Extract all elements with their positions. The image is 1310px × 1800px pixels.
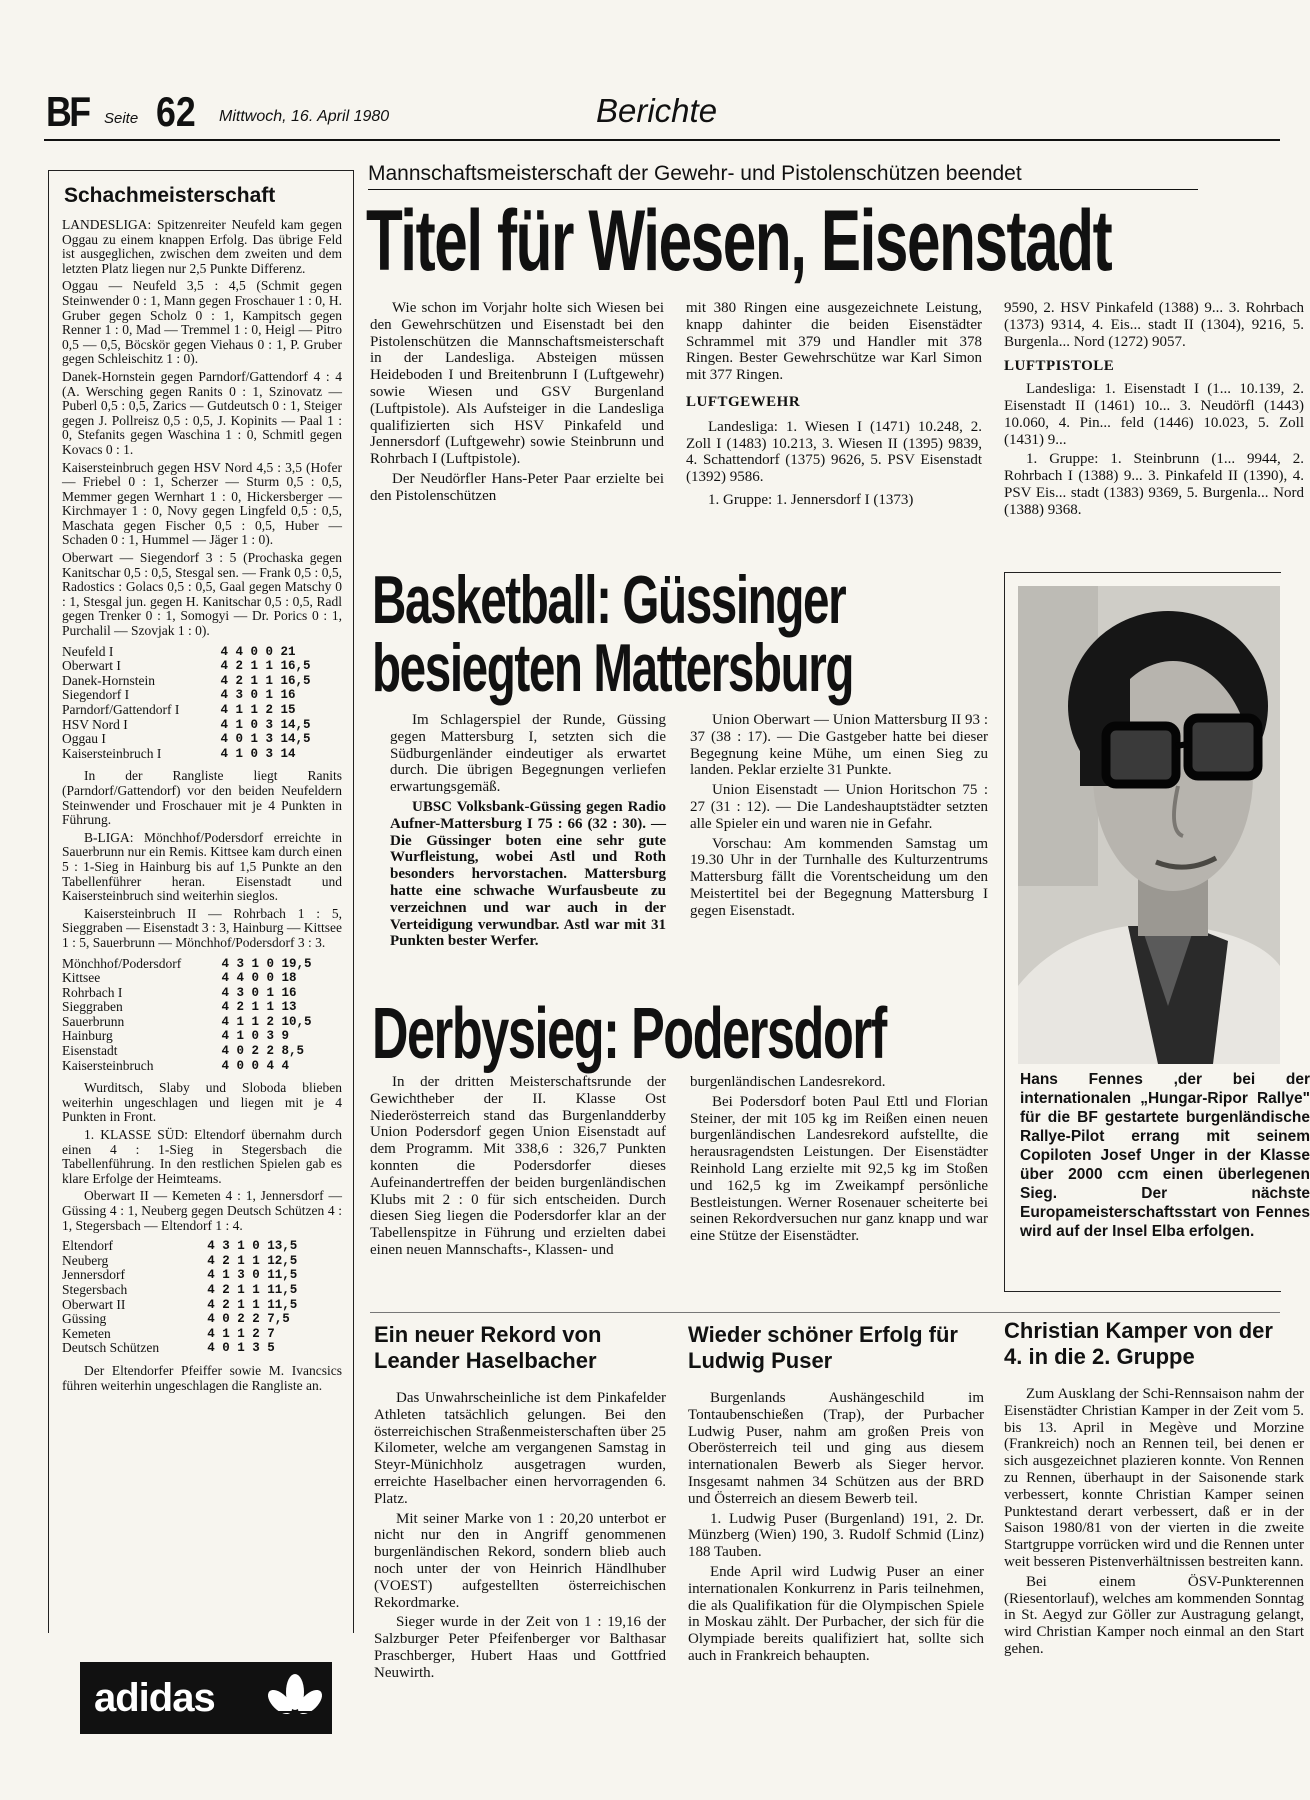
photo-caption-clip: [1020, 1070, 1310, 1288]
shooting-col1: [370, 300, 664, 508]
shooting-para: Der Neudörfler Hans-Peter Paar erzielte bei den Pistolenschützen: [370, 470, 664, 504]
chess-para: In der Rangliste liegt Ranits (Parndorf/Gattendorf) vor den beiden Neufeldern Steinwender und Froschauer mit je 4 Punkten in Führung.: [62, 768, 342, 828]
derby-para: burgenländischen Landesrekord.: [690, 1074, 886, 1090]
team-name: Neuberg: [62, 1252, 109, 1268]
team-name: Parndorf/Gattendorf I: [62, 702, 180, 717]
chess-para: LANDESLIGA: Spitzenreiter Neufeld kam gegen Oggau zu einem knappen Erfolg. Das übrige Feld ist ausgeglichen, zwischen dem zweiten und dem letzten Platz liegen nur 2,5 Punkte Differenz.: [62, 217, 342, 276]
standings-table-klasse-sued: [62, 1239, 342, 1356]
derby-para: Bei Podersdorf boten Paul Ettl und Florian Steiner, der mit 105 kg im Reißen einen neuen burgenländischen Landesrekord aufstellte, die herausragendsten Leistungen. Der Eisenstädter Reinhold Lang erzielte mit 92,5 kg im Stoßen und 162,5 kg im Zweikampf persönliche Bestleistungen. Werner Rosenauer scheiterte bei seinen Rekordversuchen nur ganz knapp und war eine Stütze der Eisenstädter.: [690, 1093, 988, 1245]
shooting-results: Landesliga: 1. Eisenstadt I (1... 10.139, 2. Eisenstadt II (1461) 10... 3. Neudörfl (1443) 10.060, 4. Pin... feld (1446) 10.023, 5. Zoll (1431) 9...: [1004, 381, 1304, 448]
team-stats: 4 1 1 2 15: [220, 703, 296, 717]
team-stats: 4 4 0 0 21: [220, 644, 296, 659]
standings-row: [62, 659, 342, 674]
standings-row: [62, 747, 342, 762]
luftgewehr-heading: LUFTGEWEHR: [686, 393, 801, 410]
kicker-underline: [368, 189, 1198, 190]
trefoil-icon: [266, 1670, 324, 1726]
standings-row: [62, 645, 342, 660]
team-stats: 4 0 2 2 7,5: [207, 1312, 290, 1327]
chess-para: Oberwart — Siegendorf 3 : 5 (Prochaska gegen Kanitschar 0,5 : 0,5, Stesgal sen. — Frank 0,5 : 0,5, Radostics : Golacs 0,5 : 0,5, Gaal gegen Matschy 0 : 1, Stesgal jun. gegen H. Kanitschar 0,5 : 0,5, Radl gegen Trenker 0 : 1, Somogyi — Dr. Porics 0 : 1, Purchalil — Szovjak 1 : 0).: [62, 550, 342, 639]
standings-row: [62, 1239, 342, 1254]
chess-para: Kaisersteinbruch II — Rohrbach 1 : 5, Sieggraben — Eisenstadt 3 : 3, Hainburg — Kittsee 1 : 5, Sauerbrunn — Mönchhof/Podersdorf 3 : 3.: [62, 905, 342, 950]
chess-para: Der Eltendorfer Pfeiffer sowie M. Ivancsics führen weiterhin ungeschlagen die Rangliste an.: [62, 1362, 342, 1393]
team-name: Jennersdorf: [62, 1267, 125, 1283]
kamper-para: Zum Ausklang der Schi-Rennsaison nahm der Eisenstädter Christian Kamper in der Zeit vom 5. bis 13. April in Megève und Morzine (Frankreich) noch an Rennen teil, bei denen er sich ausgezeichnet plazieren konnte. Von Rennen zu Rennen, überhaupt in der Saisonende stark verbessert, konnte Christian Kamper seinen Punktestand derart verbessert, daß er in der Saison 1980/81 von der vierten in die zweite Startgruppe vorrücken wird und die Rennen unter weit besseren Pistenverhältnissen bestreiten kann.: [1004, 1386, 1304, 1570]
team-name: Oberwart II: [62, 1296, 126, 1312]
bottom-rule: [370, 1312, 1280, 1313]
shooting-para: Wie schon im Vorjahr holte sich Wiesen bei den Gewehrschützen und Eisenstadt bei den Pistolenschützen die Mannschaftsmeisterschaft in der Landesliga. Absteigen müssen Heideboden I und Breitenbrunn I (Luftgewehr) sowie Wiesen und GSV Burgenland (Luftpistole). Als Aufsteiger in die Landesliga qualifizierten sich HSV Pinkafeld und Jennersdorf (Luftgewehr) sowie Steinbrunn und Rohrbach I (Luftpistole).: [370, 300, 664, 468]
team-stats: 4 3 0 1 16: [221, 985, 297, 1000]
team-stats: 4 1 0 3 14: [220, 746, 296, 761]
standings-row: [62, 688, 342, 703]
shooting-col3-clip: [1004, 300, 1304, 550]
kamper-body: [1004, 1386, 1304, 1658]
team-stats: 4 2 1 1 11,5: [207, 1297, 298, 1312]
team-name: Deutsch Schützen: [62, 1340, 160, 1356]
standings-row: [62, 1059, 342, 1074]
brand-logo: BF: [46, 88, 89, 135]
team-stats: 4 1 1 2 10,5: [221, 1014, 312, 1029]
chess-para: Danek-Hornstein gegen Parndorf/Gattendorf 4 : 4 (A. Wersching gegen Ranits 0 : 1, Szinovatz — Puberl 0,5 : 0,5, Zarics — Gutdeutsch 0 : 1, Steiger gegen J. Pollreisz 0,5 : 0,5, J. Kopinits — Paal 1 : 0, Stefanits gegen Waschina 1 : 0, Schmitl gegen Kovacs 0 : 1.: [62, 368, 342, 457]
standings-table-landesliga: [62, 645, 342, 762]
standings-row: [62, 718, 342, 733]
standings-row: [62, 1015, 342, 1030]
standings-row: [62, 732, 342, 747]
standings-row: [62, 1000, 342, 1015]
luftpistole-heading: LUFTPISTOLE: [1004, 358, 1115, 375]
team-stats: 4 1 0 3 14,5: [220, 717, 311, 732]
shooting-results: 1. Gruppe: 1. Jennersdorf I (1373): [708, 491, 914, 508]
page-number: 62: [156, 88, 196, 135]
derby-col2: [690, 1074, 988, 1248]
standings-row: [62, 1044, 342, 1059]
basketball-para: Im Schlagerspiel der Runde, Güssing gegen Mattersburg I, setzten sich die Südburgenländer eindeutiger als erwartet durch. Die übrigen Begegnungen verliefen erwartungsgemäß.: [390, 712, 666, 796]
standings-row: [62, 703, 342, 718]
masthead: [44, 88, 1280, 140]
team-stats: 4 0 0 4 4: [221, 1058, 290, 1073]
basketball-col1: [390, 712, 666, 953]
kamper-para: Bei einem ÖSV-Punkterennen (Riesentorlauf), welches am kommenden Sonntag in St. Aegyd zur Göller zur Austragung gelangt, wird Christian Kamper noch einmal an den Start gehen.: [1004, 1573, 1304, 1657]
rekord-para: Sieger wurde in der Zeit von 1 : 19,16 der Salzburger Peter Pfeifenberger vor Balthasar Praschberger, Hubert Haas und Gottfried Neuwirth.: [374, 1614, 666, 1681]
shooting-headline: Titel für Wiesen, Eisenstadt: [366, 193, 1112, 289]
puser-headline: Wieder schöner Erfolg für Ludwig Puser: [688, 1322, 958, 1373]
shooting-results: 1. Gruppe: 1. Steinbrunn (1... 9944, 2. Rohrbach I (1388) 9... 3. Pinkafeld II (1390), 4. PSV Eis... stadt (1383) 9369, 5. Burgenla... Nord (1388) 9368.: [1004, 451, 1304, 518]
chess-mid2: [62, 1081, 342, 1233]
rekord-para: Mit seiner Marke von 1 : 20,20 unterbot er nicht nur den in Angriff genommenen burgenländischen Rekord, sondern blieb auch noch unter der von Heinrich Händlhuber (VOEST) aufgestellten österreichischen Rekordmarke.: [374, 1510, 666, 1611]
portrait-photo: [1018, 586, 1280, 1064]
team-name: Stegersbach: [62, 1281, 128, 1297]
shooting-results: 9590, 2. HSV Pinkafeld (1388) 9... 3. Rohrbach (1373) 9314, 4. Eis... stadt II (1304), 9216, 5. Burgenla... Nord (1272) 9057.: [1004, 300, 1304, 350]
derby-para: In der dritten Meisterschaftsrunde der Gewichtheber der II. Klasse Ost Niederösterreich stand das Burgenlandderby Union Podersdorf gegen Union Eisenstadt auf dem Programm. Mit 338,6 : 326,7 Punkten konnten die Podersdorfer dieses Aufeinandertreffen der beiden burgenländischen Klubs mit 2 : 0 für sich entscheiden. Durch diesen Sieg liegen die Podersdorfer klar an der Tabellenspitze in Führung und erzielten dabei einen neuen Mannschafts-, Klassen- und: [370, 1074, 666, 1258]
basketball-para: Vorschau: Am kommenden Samstag um 19.30 Uhr in der Turnhalle des Kulturzentrums Mattersburg fällt die Vorentscheidung um den Meistertitel bei der Begegnung Mattersburg I gegen Eisenstadt.: [690, 835, 988, 919]
standings-row: [62, 986, 342, 1001]
standings-body: [62, 957, 342, 1074]
team-stats: 4 1 1 2 7: [207, 1326, 275, 1341]
chess-intro: [62, 218, 342, 639]
team-stats: 4 2 1 1 11,5: [207, 1282, 298, 1297]
team-name: Hainburg: [62, 1028, 113, 1044]
issue-date: Mittwoch, 16. April 1980: [219, 108, 390, 125]
team-stats: 4 2 1 1 16,5: [220, 673, 311, 688]
derby-headline-clip: [372, 996, 992, 1076]
team-name: Oberwart I: [62, 658, 121, 674]
standings-table-bliga: [62, 957, 342, 1074]
standings-row: [62, 1327, 342, 1342]
team-stats: 4 4 0 0 18: [221, 971, 297, 986]
puser-body: [688, 1390, 984, 1668]
standings-row: [62, 674, 342, 689]
team-name: Kaisersteinbruch I: [62, 745, 162, 761]
standings-row: [62, 1268, 342, 1283]
adidas-ad: [80, 1662, 332, 1734]
team-stats: 4 3 1 0 19,5: [221, 956, 312, 971]
team-name: Eltendorf: [62, 1238, 113, 1254]
chess-column: [62, 180, 342, 1396]
team-stats: 4 2 1 1 12,5: [207, 1253, 298, 1268]
rekord-body: [374, 1390, 666, 1685]
rekord-para: Das Unwahrscheinliche ist dem Pinkafelder Athleten tatsächlich gelungen. Bei den österreichischen Straßenmeisterschaften über 25 Kilometer, welche am vergangenen Samstag in Steyr-Münichholz ausgetragen wurden, erreichte Haselbacher einen hervorragenden 6. Platz.: [374, 1390, 666, 1507]
team-name: HSV Nord I: [62, 716, 128, 732]
chess-title: Schachmeisterschaft: [64, 184, 276, 207]
team-name: Mönchhof/Podersdorf: [62, 955, 182, 971]
chess-para: 1. KLASSE SÜD: Eltendorf übernahm durch einen 4 : 1-Sieg in Stegersbach die Tabellenführung. In den restlichen Spielen gab es klare Erfolge der Heimteams.: [62, 1127, 342, 1186]
team-name: Rohrbach I: [62, 984, 123, 1000]
basketball-para: Union Oberwart — Union Mattersburg II 93 : 37 (38 : 17). — Die Gastgeber hatte bei dieser Begegnung keine Mühe, um einen Sieg zu landen. Peklar erzielte 31 Punkte.: [690, 712, 988, 779]
standings-body: [62, 645, 342, 762]
team-stats: 4 0 1 3 14,5: [220, 732, 311, 747]
chess-para: Oberwart II — Kemeten 4 : 1, Jennersdorf — Güssing 4 : 1, Neuberg gegen Deutsch Schützen 4 : 1, Stegersbach — Eltendorf 1 : 4.: [62, 1188, 342, 1233]
team-name: Güssing: [62, 1311, 107, 1327]
team-name: Danek-Hornstein: [62, 672, 155, 688]
team-name: Siegendorf I: [62, 687, 130, 703]
basketball-para: Union Eisenstadt — Union Horitschon 75 : 27 (31 : 12). — Die Landeshauptstädter setzten alle Spieler ein und waren nie in Gefahr.: [690, 782, 988, 832]
photo-caption: Hans Fennes ,der bei der internationalen „Hungar-Ripor Rallye" für die BF gestartete burgenländische Rallye-Pilot errang mit seinem Copiloten Josef Unger in der Klasse über 2000 ccm einen überlegenen Sieg. Der nächste Europameisterschaftsstart von Fennes wird auf der Insel Elba erfolgen.: [1020, 1071, 1310, 1240]
kamper-headline: Christian Kamper von der 4. in die 2. Gruppe: [1004, 1318, 1273, 1369]
team-name: Kaisersteinbruch: [62, 1057, 154, 1073]
team-stats: 4 1 3 0 11,5: [207, 1268, 298, 1283]
rekord-headline: Ein neuer Rekord von Leander Haselbacher: [374, 1322, 602, 1373]
seite-label: Seite: [104, 110, 139, 127]
shooting-results: Landesliga: 1. Wiesen I (1471) 10.248, 2. Zoll I (1483) 10.213, 3. Wiesen II (1395) 9839, 4. Schattendorf (1375) 9626, 5. PSV Eisenstadt (1392) 9586.: [686, 418, 982, 486]
standings-row: [62, 1298, 342, 1313]
puser-para: Ende April wird Ludwig Puser an einer internationalen Konkurrenz in Paris teilnehmen, die als Qualifikation für die Olympischen Spiele in Moskau zählt. Der Purbacher, der sich für die Olympiade bereits qualifiziert hat, sollte sich auch in Frankreich behaupten.: [688, 1563, 984, 1664]
standings-row: [62, 971, 342, 986]
team-stats: 4 0 2 2 8,5: [221, 1044, 305, 1059]
team-name: Neufeld I: [62, 643, 114, 659]
standings-row: [62, 1254, 342, 1269]
puser-para: Burgenlands Aushängeschild im Tontaubenschießen (Trap), der Purbacher Ludwig Puser, nahm am großen Preis von Oberösterreich teil und ging aus diesem internationalen Bewerb als Sieger hervor. Insgesamt nahmen 34 Schützen aus der BRD und Österreich an diesem Bewerb teil.: [688, 1390, 984, 1507]
chess-para: B-LIGA: Mönchhof/Podersdorf erreichte in Sauerbrunn nur ein Remis. Kittsee kam durch einen 5 : 1-Sieg in Hainburg bis auf 1,5 Punkte an den Tabellenführer heran. Eisenstadt und Kaisersteinbruch sind weiterhin sieglos.: [62, 829, 342, 904]
puser-para: 1. Ludwig Puser (Burgenland) 191, 2. Dr. Münzberg (Wien) 190, 3. Rudolf Schmid (Linz) 188 Tauben.: [688, 1510, 984, 1561]
shooting-col3: [1004, 300, 1304, 519]
basketball-col2: [690, 712, 988, 923]
team-name: Kittsee: [62, 970, 101, 986]
derby-col1: [370, 1074, 666, 1262]
standings-row: [62, 1283, 342, 1298]
standings-body: [62, 1239, 342, 1356]
masthead-rule: [44, 139, 1280, 141]
portrait-illustration: [1018, 586, 1280, 1064]
standings-row: [62, 1341, 342, 1356]
team-name: Eisenstadt: [62, 1043, 118, 1059]
headline-clip: [366, 193, 1270, 289]
basketball-headline-block: [372, 562, 992, 706]
team-stats: 4 2 1 1 13: [221, 1000, 297, 1015]
team-stats: 4 1 0 3 9: [221, 1029, 290, 1044]
team-stats: 4 3 0 1 16: [220, 688, 296, 703]
shooting-para: mit 380 Ringen eine ausgezeichnete Leistung, knapp dahinter die beiden Eisenstädter Schrammel mit 379 und Handler mit 378 Ringen. Bester Gewehrschütze war Karl Simon mit 377 Ringen.: [686, 300, 982, 384]
team-name: Sieggraben: [62, 999, 123, 1015]
shooting-col2: [686, 300, 982, 512]
team-stats: 4 3 1 0 13,5: [207, 1239, 298, 1254]
basketball-headline-1: Basketball: Güssinger: [372, 562, 846, 638]
team-name: Oggau I: [62, 731, 106, 747]
adidas-wordmark: adidas: [94, 1676, 215, 1720]
shooting-kicker: Mannschaftsmeisterschaft der Gewehr- und Pistolenschützen beendet: [368, 162, 1022, 185]
standings-row: [62, 957, 342, 972]
derby-headline: Derbysieg: Podersdorf: [372, 994, 886, 1074]
chess-para: Kaisersteinbruch gegen HSV Nord 4,5 : 3,5 (Hofer — Friebel 0 : 1, Scherzer — Sturm 0,5 : 0,5, Memmer gegen Wernhart 1 : 0, Hickersberger — Kirchmayer 1 : 0, Novy gegen Lingfeld 0,5 : 0,5, Maschata gegen Fischer 0,5 : 0,5, Huber — Schaden 0 : 1, Hummel — Jäger 1 : 0).: [62, 459, 342, 548]
chess-para: Wurditsch, Slaby und Sloboda blieben weiterhin ungeschlagen und liegen mit je 4 Punkten in Front.: [62, 1080, 342, 1125]
chess-para: Oggau — Neufeld 3,5 : 4,5 (Schmit gegen Steinwender 0 : 1, Mann gegen Froschauer 1 : 0, H. Gruber gegen Scholz 0 : 1, Kampitsch gegen Renner 1 : 0, Mad — Tremmel 1 : 0, Heigl — Pitro 0,5 — 0,5, Böcskör gegen Viehaus 0 : 1, P. Gruber gegen Schleischitz 1 : 0).: [62, 278, 342, 367]
team-stats: 4 0 1 3 5: [207, 1341, 275, 1356]
basketball-para: UBSC Volksbank-Güssing gegen Radio Aufner-Mattersburg I 75 : 66 (32 : 30). — Die Güssinger boten eine sehr gute Wurfleistung, wobei Astl und Roth besonders hervorstachen. Mattersburg hatte eine schwache Wurfausbeute zu verzeichnen und war auch in der Verteidigung verwundbar. Astl war mit 31 Punkten bester Werfer.: [390, 798, 666, 950]
chess-end: [62, 1364, 342, 1393]
team-stats: 4 2 1 1 16,5: [220, 659, 311, 674]
team-name: Sauerbrunn: [62, 1013, 125, 1029]
chess-mid: [62, 769, 342, 950]
team-name: Kemeten: [62, 1325, 111, 1341]
kamper-clip: [1004, 1318, 1304, 1758]
section-title: Berichte: [596, 92, 718, 129]
standings-row: [62, 1312, 342, 1327]
basketball-headline-2: besiegten Mattersburg: [372, 630, 854, 706]
standings-row: [62, 1029, 342, 1044]
